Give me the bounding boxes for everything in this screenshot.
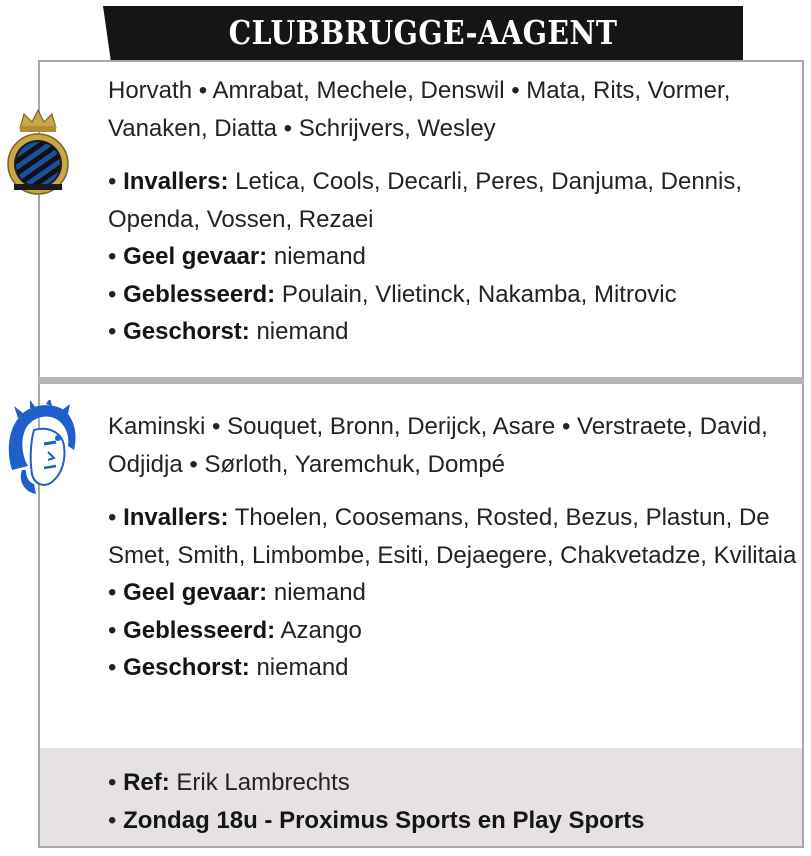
geel-gevaar-value: niemand <box>267 579 366 606</box>
page-title: CLUBBRUGGE-AAGENT <box>228 13 618 52</box>
aa-gent-crest-icon <box>4 400 82 496</box>
aa-gent-invallers: • Invallers: Thoelen, Coosemans, Rosted, Bezus, Plastun, De Smet, Smith, Limbombe, Esiti, Dejaegere, Chakvetadze, Kvilitaia <box>108 504 797 569</box>
match-info: Zondag 18u - Proximus Sports en Play Sports <box>123 807 645 834</box>
geel-gevaar-label: Geel gevaar: <box>123 243 268 270</box>
match-info-line: • Zondag 18u - Proximus Sports en Play Sports <box>108 807 645 834</box>
geschorst-label: Geschorst: <box>123 654 250 681</box>
invallers-value: Thoelen, Coosemans, Rosted, Bezus, Plastun, De Smet, Smith, Limbombe, Esiti, Dejaegere, Chakvetadze, Kvilitaia <box>108 504 797 569</box>
geschorst-label: Geschorst: <box>123 318 250 345</box>
geschorst-value: niemand <box>249 318 349 345</box>
geel-gevaar-value: niemand <box>267 243 366 270</box>
geel-gevaar-label: Geel gevaar: <box>123 579 268 606</box>
geschorst-value: niemand <box>249 654 349 681</box>
invallers-label: Invallers: <box>123 168 229 195</box>
section-divider <box>38 377 804 384</box>
match-footer <box>108 764 798 840</box>
geblesseerd-label: Geblesseerd: <box>123 280 276 308</box>
aa-gent-geschorst: • Geschorst: niemand <box>108 654 349 681</box>
aa-gent-lineup: Kaminski • Souquet, Bronn, Derijck, Asare • Verstraete, David, Odjidja • Sørloth, Yaremchuk, Dompé <box>108 413 768 478</box>
referee-value: Erik Lambrechts <box>169 769 350 796</box>
referee-label: Ref: <box>123 769 170 796</box>
club-brugge-geel-gevaar: • Geel gevaar: niemand <box>108 243 366 270</box>
club-brugge-section <box>108 72 798 351</box>
aa-gent-geel-gevaar: • Geel gevaar: niemand <box>108 579 366 606</box>
club-brugge-geschorst: • Geschorst: niemand <box>108 318 349 345</box>
aa-gent-section <box>108 408 798 687</box>
geblesseerd-label: Geblesseerd: <box>123 616 276 644</box>
club-brugge-lineup: Horvath • Amrabat, Mechele, Denswil • Mata, Rits, Vormer, Vanaken, Diatta • Schrijvers, Wesley <box>108 77 731 142</box>
club-brugge-crest-icon <box>6 106 70 204</box>
referee-line: • Ref: Erik Lambrechts <box>108 769 350 796</box>
club-brugge-invallers: • Invallers: Letica, Cools, Decarli, Peres, Danjuma, Dennis, Openda, Vossen, Rezaei <box>108 168 743 233</box>
geblesseerd-value: Azango <box>275 616 362 644</box>
invallers-label: Invallers: <box>123 504 229 531</box>
club-brugge-geblesseerd: • Geblesseerd: Poulain, Vlietinck, Nakamba, Mitrovic <box>108 280 677 308</box>
geblesseerd-value: Poulain, Vlietinck, Nakamba, Mitrovic <box>275 280 677 308</box>
invallers-value: Letica, Cools, Decarli, Peres, Danjuma, Dennis, Openda, Vossen, Rezaei <box>108 168 743 233</box>
aa-gent-geblesseerd: • Geblesseerd: Azango <box>108 616 362 644</box>
